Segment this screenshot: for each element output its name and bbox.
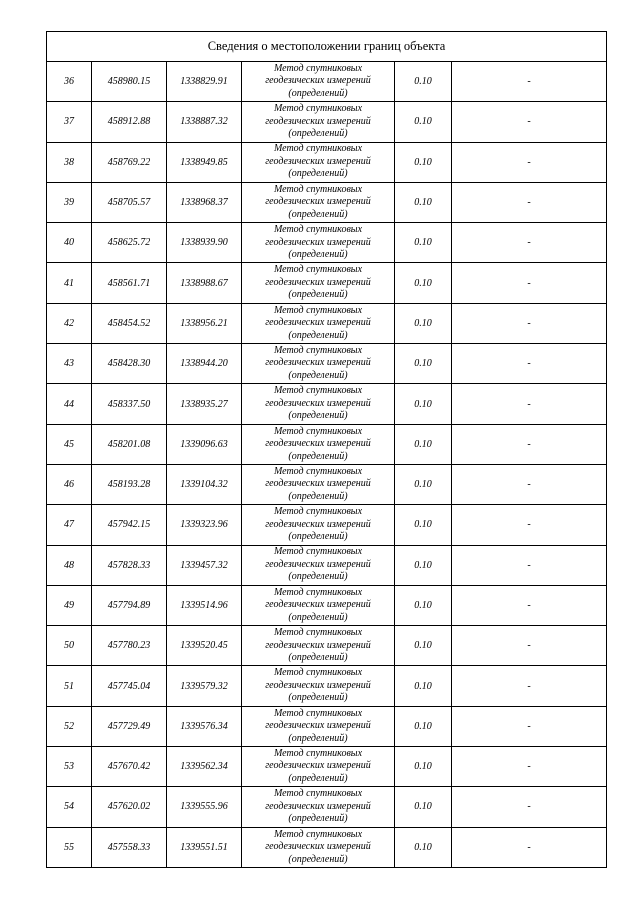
table-row [47,384,607,424]
table-row [47,827,607,867]
method-line: геодезических измерений [265,800,371,812]
method-line: (определений) [288,249,348,261]
method-line: Метод спутниковых [273,62,363,74]
accuracy-cell: 0.10 [395,182,452,222]
table-row [47,62,607,102]
coordinate-y-cell: 1339551.51 [167,827,242,867]
point-number-cell: 46 [47,464,92,504]
coordinate-y-cell: 1338887.32 [167,102,242,142]
table-row [47,424,607,464]
point-number-cell: 52 [47,706,92,746]
accuracy-cell: 0.10 [395,303,452,343]
method-line: (определений) [288,369,348,381]
coordinate-x-cell: 457729.49 [92,706,167,746]
point-number-cell: 50 [47,626,92,666]
coordinate-x-cell: 458561.71 [92,263,167,303]
coordinate-y-cell: 1339323.96 [167,505,242,545]
method-line: геодезических измерений [265,679,371,691]
description-cell: - [452,626,607,666]
method-line: Метод спутниковых [273,667,363,679]
accuracy-cell: 0.10 [395,827,452,867]
method-line: Метод спутниковых [273,546,363,558]
coordinate-y-cell: 1338829.91 [167,62,242,102]
method-cell [242,263,395,303]
coordinate-y-cell: 1338944.20 [167,344,242,384]
coordinate-y-cell: 1338949.85 [167,142,242,182]
table-row [47,223,607,263]
method-line: (определений) [288,652,348,664]
table-row [47,464,607,504]
method-cell [242,223,395,263]
method-line: Метод спутниковых [273,627,363,639]
method-line: (определений) [288,450,348,462]
coordinate-y-cell: 1339096.63 [167,424,242,464]
method-cell [242,142,395,182]
method-line: (определений) [288,168,348,180]
method-line: (определений) [288,410,348,422]
method-line: геодезических измерений [265,397,371,409]
table-row [47,626,607,666]
method-cell [242,545,395,585]
accuracy-cell: 0.10 [395,505,452,545]
coordinate-x-cell: 458193.28 [92,464,167,504]
method-cell [242,787,395,827]
table-row [47,303,607,343]
description-cell: - [452,505,607,545]
method-line: (определений) [288,611,348,623]
method-cell [242,384,395,424]
description-cell: - [452,424,607,464]
method-line: (определений) [288,692,348,704]
coordinate-x-cell: 457794.89 [92,585,167,625]
table-row [47,263,607,303]
method-line: геодезических измерений [265,155,371,167]
method-line: геодезических измерений [265,276,371,288]
coordinate-x-cell: 457620.02 [92,787,167,827]
method-line: (определений) [288,208,348,220]
description-cell: - [452,464,607,504]
method-line: геодезических измерений [265,599,371,611]
point-number-cell: 48 [47,545,92,585]
accuracy-cell: 0.10 [395,464,452,504]
point-number-cell: 42 [47,303,92,343]
table-row [47,545,607,585]
method-line: геодезических измерений [265,115,371,127]
coordinate-x-cell: 458705.57 [92,182,167,222]
method-line: (определений) [288,87,348,99]
method-line: Метод спутниковых [273,103,363,115]
method-line: (определений) [288,531,348,543]
method-cell [242,102,395,142]
point-number-cell: 37 [47,102,92,142]
coordinate-x-cell: 458912.88 [92,102,167,142]
coordinate-y-cell: 1338988.67 [167,263,242,303]
method-line: Метод спутниковых [273,224,363,236]
point-number-cell: 54 [47,787,92,827]
accuracy-cell: 0.10 [395,344,452,384]
method-cell [242,585,395,625]
method-line: Метод спутниковых [273,385,363,397]
table-row [47,585,607,625]
method-line: геодезических измерений [265,196,371,208]
coordinate-y-cell: 1339562.34 [167,747,242,787]
table-row [47,505,607,545]
accuracy-cell: 0.10 [395,424,452,464]
coordinate-y-cell: 1339579.32 [167,666,242,706]
table-row [47,787,607,827]
table-body [47,32,607,868]
method-line: (определений) [288,732,348,744]
method-cell [242,62,395,102]
accuracy-cell: 0.10 [395,223,452,263]
description-cell: - [452,787,607,827]
coordinate-y-cell: 1339576.34 [167,706,242,746]
coordinate-y-cell: 1338956.21 [167,303,242,343]
table-row [47,747,607,787]
accuracy-cell: 0.10 [395,263,452,303]
coordinate-x-cell: 457780.23 [92,626,167,666]
point-number-cell: 49 [47,585,92,625]
point-number-cell: 53 [47,747,92,787]
accuracy-cell: 0.10 [395,545,452,585]
method-line: Метод спутниковых [273,707,363,719]
description-cell: - [452,303,607,343]
coordinate-x-cell: 457670.42 [92,747,167,787]
method-line: Метод спутниковых [273,506,363,518]
method-line: Метод спутниковых [273,304,363,316]
coordinate-y-cell: 1339520.45 [167,626,242,666]
accuracy-cell: 0.10 [395,102,452,142]
accuracy-cell: 0.10 [395,706,452,746]
coordinate-x-cell: 458625.72 [92,223,167,263]
coordinate-x-cell: 458201.08 [92,424,167,464]
coordinate-y-cell: 1339457.32 [167,545,242,585]
method-line: (определений) [288,853,348,865]
description-cell: - [452,263,607,303]
accuracy-cell: 0.10 [395,787,452,827]
coordinate-x-cell: 458454.52 [92,303,167,343]
description-cell: - [452,182,607,222]
table-row [47,706,607,746]
method-line: Метод спутниковых [273,425,363,437]
method-line: геодезических измерений [265,317,371,329]
accuracy-cell: 0.10 [395,62,452,102]
description-cell: - [452,102,607,142]
description-cell: - [452,585,607,625]
method-line: геодезических измерений [265,357,371,369]
coordinate-x-cell: 457942.15 [92,505,167,545]
method-line: Метод спутниковых [273,586,363,598]
method-line: геодезических измерений [265,639,371,651]
method-line: (определений) [288,772,348,784]
method-line: (определений) [288,329,348,341]
method-line: геодезических измерений [265,558,371,570]
table-row [47,102,607,142]
point-number-cell: 43 [47,344,92,384]
point-number-cell: 41 [47,263,92,303]
description-cell: - [452,142,607,182]
method-line: (определений) [288,571,348,583]
point-number-cell: 39 [47,182,92,222]
method-line: (определений) [288,813,348,825]
accuracy-cell: 0.10 [395,384,452,424]
method-line: геодезических измерений [265,841,371,853]
method-line: Метод спутниковых [273,747,363,759]
table-title: Сведения о местоположении границ объекта [47,32,607,62]
accuracy-cell: 0.10 [395,626,452,666]
coordinate-x-cell: 458337.50 [92,384,167,424]
method-line: геодезических измерений [265,720,371,732]
point-number-cell: 40 [47,223,92,263]
accuracy-cell: 0.10 [395,142,452,182]
coordinate-y-cell: 1338939.90 [167,223,242,263]
accuracy-cell: 0.10 [395,747,452,787]
title-row [47,32,607,62]
method-cell [242,505,395,545]
coordinate-x-cell: 457745.04 [92,666,167,706]
method-line: Метод спутниковых [273,465,363,477]
method-line: Метод спутниковых [273,788,363,800]
coordinate-y-cell: 1339555.96 [167,787,242,827]
point-number-cell: 44 [47,384,92,424]
method-line: (определений) [288,289,348,301]
method-line: Метод спутниковых [273,828,363,840]
method-cell [242,706,395,746]
table-row [47,344,607,384]
method-line: Метод спутниковых [273,344,363,356]
boundary-coordinates-table [46,31,607,868]
method-cell [242,666,395,706]
method-line: Метод спутниковых [273,183,363,195]
description-cell: - [452,666,607,706]
table-row [47,182,607,222]
coordinate-y-cell: 1338935.27 [167,384,242,424]
table-row [47,142,607,182]
method-cell [242,182,395,222]
description-cell: - [452,62,607,102]
method-line: геодезических измерений [265,478,371,490]
description-cell: - [452,827,607,867]
accuracy-cell: 0.10 [395,666,452,706]
point-number-cell: 47 [47,505,92,545]
accuracy-cell: 0.10 [395,585,452,625]
method-cell [242,344,395,384]
description-cell: - [452,384,607,424]
method-cell [242,464,395,504]
point-number-cell: 51 [47,666,92,706]
coordinate-y-cell: 1339104.32 [167,464,242,504]
method-line: геодезических измерений [265,438,371,450]
coordinate-x-cell: 458980.15 [92,62,167,102]
method-line: геодезических измерений [265,518,371,530]
method-line: Метод спутниковых [273,143,363,155]
method-cell [242,424,395,464]
description-cell: - [452,747,607,787]
method-cell [242,626,395,666]
point-number-cell: 36 [47,62,92,102]
coordinate-y-cell: 1338968.37 [167,182,242,222]
coordinate-x-cell: 458428.30 [92,344,167,384]
description-cell: - [452,706,607,746]
point-number-cell: 55 [47,827,92,867]
coordinate-y-cell: 1339514.96 [167,585,242,625]
method-line: Метод спутниковых [273,264,363,276]
coordinate-x-cell: 457828.33 [92,545,167,585]
method-line: геодезических измерений [265,75,371,87]
method-line: (определений) [288,490,348,502]
description-cell: - [452,545,607,585]
method-line: геодезических измерений [265,760,371,772]
coordinate-x-cell: 457558.33 [92,827,167,867]
table-row [47,666,607,706]
method-cell [242,303,395,343]
method-line: геодезических измерений [265,236,371,248]
point-number-cell: 45 [47,424,92,464]
description-cell: - [452,223,607,263]
description-cell: - [452,344,607,384]
method-line: (определений) [288,128,348,140]
method-cell [242,747,395,787]
coordinate-x-cell: 458769.22 [92,142,167,182]
point-number-cell: 38 [47,142,92,182]
method-cell [242,827,395,867]
